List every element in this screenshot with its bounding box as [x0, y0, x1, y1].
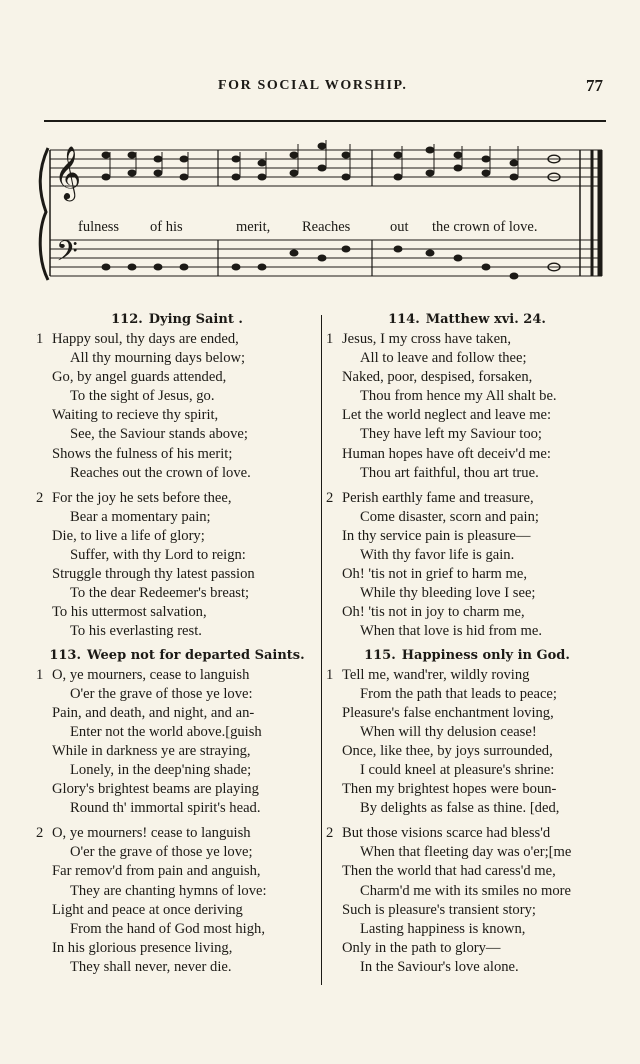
verse-line: When that love is hid from me.: [360, 623, 542, 640]
right-column: [326, 312, 608, 983]
verse-line: Come disaster, scorn and pain;: [360, 508, 539, 525]
verse-line: Oh! 'tis not in grief to harm me,: [342, 566, 528, 583]
verse-line: Naked, poor, despised, forsaken,: [342, 369, 533, 386]
hymn-title: [36, 648, 318, 664]
verse-line: Let the world neglect and leave me:: [342, 407, 552, 424]
hymn-number: 113.: [49, 647, 81, 663]
verse-line: Lonely, in the deep'ning shade;: [70, 761, 252, 778]
verse-line: Shows the fulness of his merit;: [52, 445, 233, 462]
hymn-title-text: Matthew xvi. 24.: [425, 312, 546, 327]
verse-line: Once, like thee, by joys surrounded,: [342, 742, 553, 759]
verse-line: Such is pleasure's transient story;: [342, 901, 536, 918]
verse-line: Reaches out the crown of love.: [70, 464, 251, 481]
verse-line: From the path that leads to peace;: [360, 685, 557, 702]
verse-number: 1: [326, 666, 334, 683]
verse-line: They are chanting hymns of love:: [70, 882, 267, 899]
verse-line: See, the Saviour stands above;: [70, 426, 248, 443]
hymn-title-text: Dying Saint .: [148, 312, 243, 327]
system-brace: [40, 148, 48, 280]
lyric-syllable: merit,: [236, 219, 271, 235]
verse-line: O'er the grave of those ye love:: [70, 685, 253, 702]
page-header: [0, 78, 640, 100]
verse-line: 1 Happy soul, thy days are ended,: [36, 330, 318, 349]
verse-line: O'er the grave of those ye love;: [70, 844, 253, 861]
running-head: FOR SOCIAL WORSHIP.: [218, 78, 408, 93]
verse-line: Far remov'd from pain and anguish,: [52, 863, 261, 880]
verse-line: Human hopes have oft deceiv'd me:: [342, 445, 551, 462]
stanza: [36, 489, 318, 642]
barlines: [218, 150, 600, 276]
verse-line: 2 For the joy he sets before thee,: [36, 489, 318, 508]
verse-number: 1: [36, 331, 44, 347]
stanza: [326, 489, 608, 642]
verse-line: To his everlasting rest.: [70, 623, 202, 640]
lyric-syllable: out: [390, 219, 409, 235]
verse-line: Waiting to recieve thy spirit,: [52, 407, 219, 424]
verse-line: Go, by angel guards attended,: [52, 369, 227, 386]
stanza: [36, 824, 318, 977]
hymn-115: [326, 648, 608, 978]
lyric-syllable: Reaches: [302, 219, 351, 235]
verse-line: By delights as false as thine. [ded,: [360, 800, 560, 817]
column-divider: [321, 315, 322, 985]
stanza: [326, 824, 608, 977]
stanza: [36, 666, 318, 819]
verse-line: Enter not the world above.[guish: [70, 723, 262, 740]
verse-line: I could kneel at pleasure's shrine:: [360, 761, 555, 778]
stanza: [326, 666, 608, 819]
verse-line: They shall never, never die.: [70, 958, 232, 975]
bass-notes: [102, 246, 519, 280]
verse-number: 2: [326, 489, 334, 506]
stanza: [326, 330, 608, 483]
verse-line: Round th' immortal spirit's head.: [70, 800, 261, 817]
verse-line: 1 O, ye mourners, cease to languish: [36, 666, 318, 685]
verse-line: From the hand of God most high,: [70, 920, 265, 937]
hymn-title-text: Weep not for departed Saints.: [87, 647, 305, 663]
verse-line: Oh! 'tis not in joy to charm me,: [342, 604, 525, 621]
verse-line: Suffer, with thy Lord to reign:: [70, 547, 246, 564]
verse-line: While in darkness ye are straying,: [52, 742, 251, 759]
verse-line: 2 But those visions scarce had bless'd: [326, 824, 608, 843]
treble-notes: [102, 143, 519, 181]
verse-line: They have left my Saviour too;: [360, 426, 542, 443]
verse-line: Light and peace at once deriving: [52, 901, 243, 918]
treble-clef-icon: 𝄞: [54, 145, 82, 199]
verse-line: Pain, and death, and night, and an-: [52, 704, 255, 721]
hymn-number: 114.: [388, 312, 420, 327]
verse-line: Die, to live a life of glory;: [52, 527, 205, 544]
hymn-number: 112.: [111, 312, 143, 327]
lyric-syllable: the crown of love.: [432, 219, 538, 235]
verse-line: Then the world that had caress'd me,: [342, 863, 556, 880]
hymn-number: 115.: [364, 647, 396, 663]
verse-line: All to leave and follow thee;: [360, 350, 527, 367]
verse-line: 2 O, ye mourners! cease to languish: [36, 824, 318, 843]
verse-number: 2: [36, 489, 44, 506]
verse-line: 1 Tell me, wand'rer, wildly roving: [326, 666, 608, 685]
verse-line: 2 Perish earthly fame and treasure,: [326, 489, 608, 508]
music-lyrics: [78, 219, 538, 235]
left-column: [36, 312, 318, 983]
hymn-title: [36, 312, 318, 328]
music-score: [36, 130, 608, 302]
verse-line: While thy bleeding love I see;: [360, 585, 536, 602]
verse-line: Bear a momentary pain;: [70, 508, 211, 525]
verse-line: Glory's brightest beams are playing: [52, 781, 259, 798]
verse-line: To the dear Redeemer's breast;: [70, 585, 250, 602]
hymn-title: [326, 312, 608, 328]
verse-line: 1 Jesus, I my cross have taken,: [326, 330, 608, 349]
lyric-syllable: fulness: [78, 219, 120, 235]
hymn-title-text: Happiness only in God.: [401, 647, 570, 663]
verse-line: To his uttermost salvation,: [52, 604, 207, 621]
verse-line: Struggle through thy latest passion: [52, 566, 255, 583]
verse-line: In the Saviour's love alone.: [360, 958, 519, 975]
header-rule: [44, 120, 606, 122]
verse-line: Thou from hence my All shalt be.: [360, 388, 557, 405]
verse-line: Only in the path to glory—: [342, 939, 501, 956]
verse-line: When will thy delusion cease!: [360, 723, 537, 740]
verse-line: To the sight of Jesus, go.: [70, 388, 215, 405]
stanza: [36, 330, 318, 483]
verse-line: Then my brightest hopes were boun-: [342, 781, 557, 798]
hymn-113: [36, 648, 318, 978]
hymn-112: [36, 312, 318, 642]
verse-number: 2: [36, 825, 44, 842]
verse-number: 1: [36, 666, 44, 683]
verse-line: Lasting happiness is known,: [360, 920, 526, 937]
verse-number: 2: [326, 825, 334, 842]
verse-number: 1: [326, 331, 334, 347]
verse-line: When that fleeting day was o'er;[me: [360, 844, 572, 861]
hymn-title: [326, 648, 608, 664]
lyric-syllable: of his: [150, 219, 183, 235]
verse-line: In thy service pain is pleasure—: [342, 527, 531, 544]
verse-line: Charm'd me with its smiles no more: [360, 882, 571, 899]
page-number: 77: [586, 76, 603, 95]
verse-line: With thy favor life is gain.: [360, 547, 515, 564]
verse-line: Thou art faithful, thou art true.: [360, 464, 539, 481]
verse-line: All thy mourning days below;: [70, 350, 246, 367]
bass-clef-icon: 𝄢: [56, 235, 78, 275]
verse-line: In his glorious presence living,: [52, 939, 233, 956]
hymn-114: [326, 312, 608, 642]
verse-line: Pleasure's false enchantment loving,: [342, 704, 554, 721]
